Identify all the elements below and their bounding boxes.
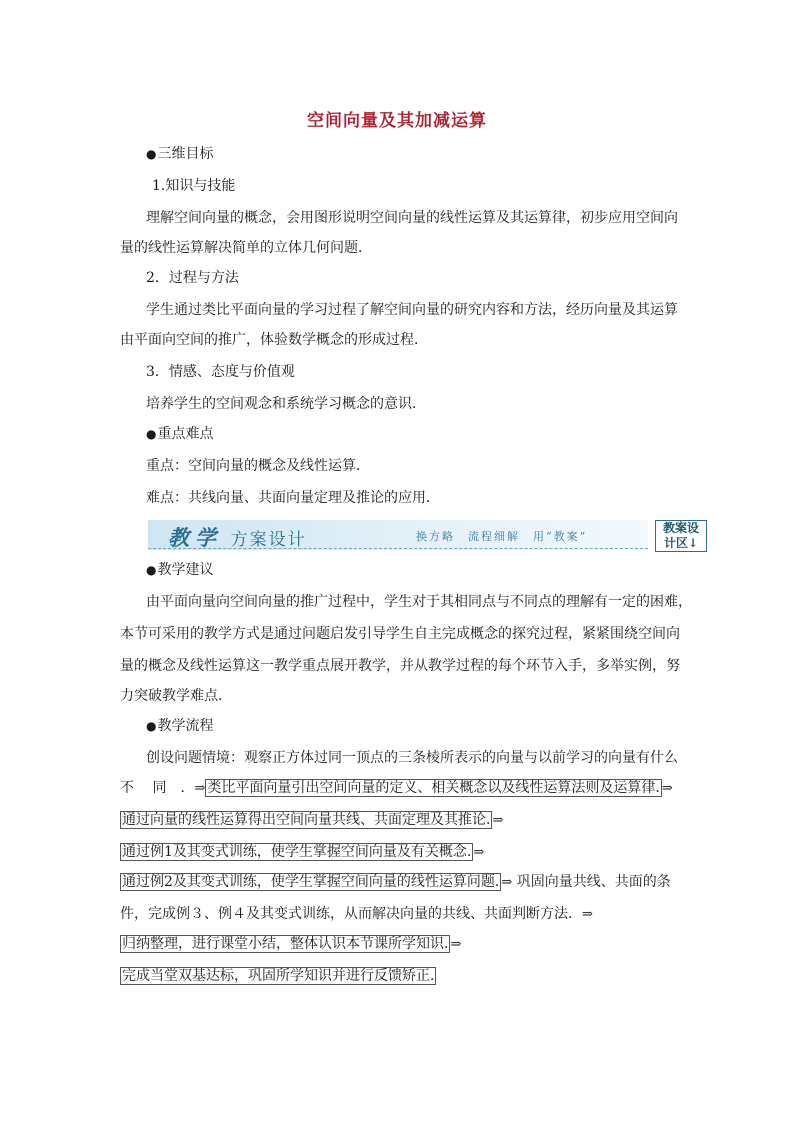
suggest-line4: 力突破教学难点． [120, 688, 232, 704]
goal1-text-line2: 量的线性运算解决简单的立体几何问题． [120, 240, 372, 256]
flow-arrow: ⇒ [492, 813, 504, 828]
flow-line2 [120, 778, 673, 799]
flow-arrow: ⇒ [582, 907, 593, 922]
key-point: 重点：空间向量的概念及线性运算． [146, 458, 370, 474]
flow-step-box4: 通过例2及其变式训练，使学生掌握空间向量的线性运算问题. [122, 874, 500, 890]
flow-step-box6: 完成当堂双基达标，巩固所学知识并进行反馈矫正. [122, 968, 435, 984]
flow-arrow: ⇒ [194, 781, 206, 796]
goal3-heading: 3．情感、态度与价值观 [146, 364, 295, 380]
suggest-heading: ● 教学建议 [146, 560, 213, 580]
goal3-text-line1: 培养学生的空间观念和系统学习概念的意识． [146, 396, 426, 412]
flow-step-box2: 通过向量的线性运算得出空间向量共线、共面定理及其推论. [122, 812, 491, 828]
goal2-text-line1: 学生通过类比平面向量的学习过程了解空间向量的研究内容和方法，经历向量及其运算 [146, 302, 678, 318]
flow-line6-text: 件，完成例３、例４及其变式训练，从而解决向量的共线、共面判断方法． [120, 906, 582, 922]
flow-line3 [120, 810, 503, 831]
flow-step-box1: 类比平面向量引出空间向量的定义、相关概念以及线性运算法则及运算律. [207, 780, 660, 796]
goal1-text-line1: 理解空间向量的概念，会用图形说明空间向量的线性运算及其运算律，初步应用空间向 [146, 210, 678, 226]
flow-line1: 创设问题情境：观察正方体过同一顶点的三条棱所表示的向量与以前学习的向量有什么 [146, 750, 678, 766]
flow-line5 [120, 872, 671, 893]
suggest-line3: 量的概念及线性运算这一教学重点展开教学，并从教学过程的每个环节入手，多举实例，努 [120, 658, 680, 674]
zone-label-line2: 计区↓ [663, 536, 699, 550]
key-difficult-heading: ● 重点难点 [146, 424, 213, 444]
section-banner [148, 520, 648, 550]
difficult-point: 难点：共线向量、共面向量定理及推论的应用． [146, 490, 440, 506]
flow-arrow: ⇒ [661, 781, 673, 796]
lesson-design-zone-label [655, 520, 707, 552]
goals-heading: ● 三维目标 [146, 144, 213, 164]
goal2-text-line2: 由平面向空间的推广，体验数学概念的形成过程． [120, 332, 428, 348]
flow-arrow: ⇒ [473, 845, 485, 860]
flow-line7 [120, 934, 461, 955]
flow-arrow: ⇒ [450, 937, 462, 952]
suggest-line1: 由平面向量向空间向量的推广过程中，学生对于其相同点与不同点的理解有一定的困难， [146, 594, 692, 610]
flow-line2-prefix: 不 同 ． [120, 780, 195, 796]
goal1-heading: 1.知识与技能 [152, 178, 236, 194]
banner-title-char1: 教 [168, 525, 191, 550]
flow-line4 [120, 842, 484, 863]
flow-step-box3: 通过例1及其变式训练，使学生掌握空间向量及有关概念. [122, 844, 472, 860]
banner-title-char2: 学 [195, 525, 218, 550]
zone-label-line1: 教案设 [662, 521, 699, 535]
goal2-heading: 2．过程与方法 [146, 270, 239, 286]
flow-arrow: ⇒ [501, 875, 513, 890]
banner-divider [148, 547, 648, 549]
flow-heading: ● 教学流程 [146, 716, 213, 736]
flow-line6 [120, 904, 593, 925]
flow-line8 [120, 966, 436, 986]
flow-line5-tail: 巩固向量共线、共面的条 [516, 874, 671, 890]
flow-step-box5: 归纳整理，进行课堂小结，整体认识本节课所学知识. [122, 936, 449, 952]
banner-slogan: 换方略 流程细解 用“教案” [416, 530, 588, 543]
page-title: 空间向量及其加减运算 [307, 111, 487, 131]
suggest-line2: 本节可采用的教学方式是通过问题启发引导学生自主完成概念的探究过程，紧紧围绕空间向 [120, 626, 680, 642]
banner-title-rest: 方案设计 [230, 530, 307, 550]
